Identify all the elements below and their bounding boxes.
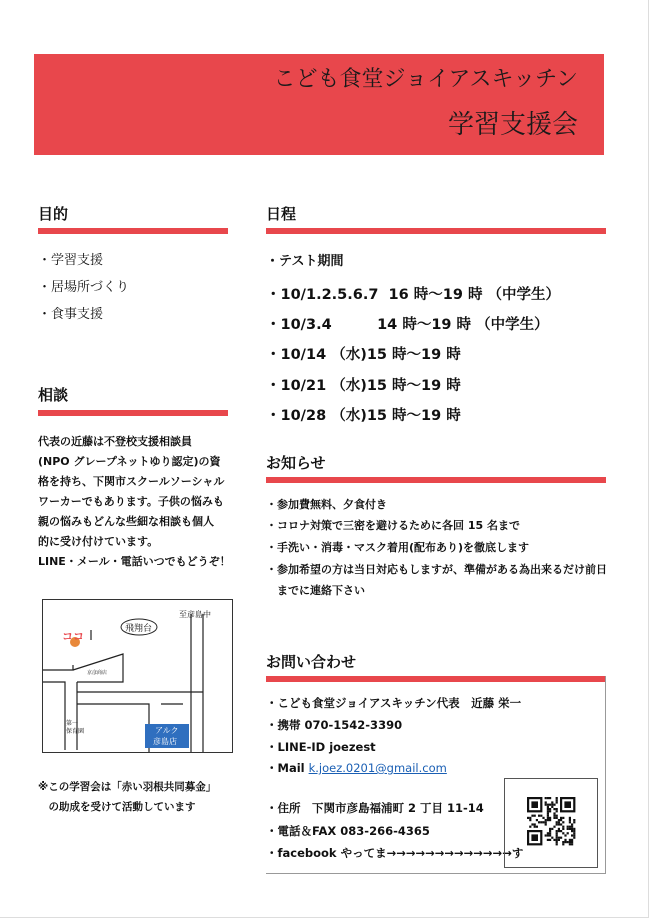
qr-finder [560, 797, 575, 812]
qr-module [556, 834, 558, 836]
qr-module [545, 834, 547, 836]
qr-module [529, 826, 531, 828]
contact-heading: お問い合わせ [266, 653, 357, 671]
schedule-heading: 日程 [266, 205, 297, 223]
qr-module [547, 817, 549, 819]
qr-module [531, 823, 533, 825]
qr-module [562, 832, 564, 834]
qr-module [562, 828, 564, 830]
qr-module [556, 797, 558, 799]
consult-line: LINE・メール・電話いつでもどうぞ！ [38, 555, 231, 568]
contact-tel-fax: ・電話＆FAX 083-266-4365 [266, 824, 430, 838]
qr-module [556, 841, 558, 843]
mail-link[interactable]: k.joez.0201@gmail.com [308, 761, 447, 775]
qr-module [573, 834, 575, 836]
qr-module [562, 821, 564, 823]
qr-module [553, 839, 555, 841]
map-shop-label: 京彦商店 [87, 670, 108, 676]
header-title: こども食堂ジョイアスキッチン [273, 67, 578, 92]
qr-module [553, 804, 555, 806]
qr-module [564, 841, 566, 843]
qr-module [556, 830, 558, 832]
qr-module [556, 837, 558, 839]
schedule-divider [266, 228, 606, 234]
qr-code[interactable] [504, 778, 598, 868]
qr-module [571, 823, 573, 825]
qr-module [560, 837, 562, 839]
qr-module [562, 817, 564, 819]
qr-module [549, 797, 551, 799]
qr-module [551, 804, 553, 806]
qr-module [545, 823, 547, 825]
qr-module [538, 815, 540, 817]
qr-module [560, 830, 562, 832]
qr-finder [527, 830, 542, 845]
map-koko-label: ココ [62, 630, 84, 643]
contact-line-id: ・LINE-ID joezest [266, 740, 376, 754]
qr-module [573, 828, 575, 830]
contact-facebook: ・facebook やってま→→→→→→→→→→→→→す [266, 846, 524, 860]
qr-module [540, 821, 542, 823]
consult-heading: 相談 [38, 386, 69, 404]
qr-module [558, 819, 560, 821]
qr-module [531, 815, 533, 817]
qr-module [556, 801, 558, 803]
qr-module [556, 810, 558, 812]
qr-module [558, 837, 560, 839]
qr-module [556, 815, 558, 817]
consult-paragraph [38, 432, 238, 572]
qr-module [553, 815, 555, 817]
qr-module [562, 841, 564, 843]
qr-module [564, 834, 566, 836]
qr-module [573, 837, 575, 839]
qr-module [573, 832, 575, 834]
schedule-item: ・10/28 （水)15 時〜19 時 [266, 408, 461, 424]
qr-finder [527, 797, 542, 812]
qr-module [567, 841, 569, 843]
qr-module [549, 804, 551, 806]
qr-module [534, 823, 536, 825]
qr-module [547, 804, 549, 806]
qr-module [556, 823, 558, 825]
consult-line: 格を持ち、下関市スクールソーシャル [38, 475, 225, 488]
mail-label: ・Mail [266, 761, 309, 775]
qr-module [556, 817, 558, 819]
purpose-divider [38, 228, 228, 234]
schedule-item: ・10/3.4 14 時〜19 時 （中学生） [266, 317, 549, 333]
qr-module [556, 843, 558, 845]
qr-module [571, 839, 573, 841]
header-subtitle: 学習支援会 [447, 110, 578, 140]
qr-module [540, 815, 542, 817]
qr-module [549, 832, 551, 834]
qr-module [551, 837, 553, 839]
qr-module [549, 808, 551, 810]
qr-module [547, 819, 549, 821]
qr-module [560, 823, 562, 825]
purpose-item: ・食事支援 [38, 307, 104, 322]
map-road [43, 682, 65, 750]
qr-module [571, 834, 573, 836]
qr-code-image [505, 779, 597, 867]
qr-module [560, 817, 562, 819]
note-line: ※この学習会は「赤い羽根共同募金」 [38, 781, 217, 793]
qr-module [545, 819, 547, 821]
qr-module [556, 821, 558, 823]
qr-module [547, 839, 549, 841]
qr-module [556, 808, 558, 810]
purpose-heading: 目的 [38, 205, 69, 223]
qr-module [573, 819, 575, 821]
qr-module [562, 843, 564, 845]
qr-module [567, 828, 569, 830]
qr-module [547, 797, 549, 799]
qr-module [567, 832, 569, 834]
qr-module [527, 817, 529, 819]
qr-module [534, 826, 536, 828]
qr-module [553, 817, 555, 819]
qr-module [569, 839, 571, 841]
qr-module [551, 806, 553, 808]
qr-module [549, 819, 551, 821]
qr-module [549, 834, 551, 836]
contact-mobile: ・携帯 070-1542-3390 [266, 718, 403, 732]
map-to-hikoshima-label: 至彦島中 [179, 610, 211, 619]
qr-module [534, 815, 536, 817]
qr-module [553, 812, 555, 814]
notice-heading: お知らせ [266, 454, 326, 472]
qr-module [547, 815, 549, 817]
qr-module [547, 806, 549, 808]
qr-module [529, 817, 531, 819]
schedule-item: ・10/14 （水)15 時〜19 時 [266, 347, 461, 363]
qr-module [558, 823, 560, 825]
consult-line: 親の悩みもどんな些細な相談も個人 [38, 515, 214, 528]
contact-address: ・住所 下関市彦島福浦町 2 丁目 11-14 [266, 801, 484, 815]
map-road [73, 654, 123, 682]
qr-module [560, 819, 562, 821]
schedule-item: ・10/1.2.5.6.7 16 時〜19 時 （中学生） [266, 287, 561, 303]
map-hishodai-label: 飛翔台 [125, 624, 153, 634]
qr-module [564, 839, 566, 841]
qr-module [571, 841, 573, 843]
qr-module [545, 797, 547, 799]
notice-item: ・参加希望の方は当日対応もしますが、準備がある為出来るだけ前日 [266, 563, 607, 576]
map-nursery-label: 第一 保育園 [66, 720, 85, 735]
qr-module [545, 821, 547, 823]
qr-module [569, 841, 571, 843]
funding-note [38, 777, 248, 817]
schedule-item: ・10/21 （水)15 時〜19 時 [266, 378, 461, 394]
qr-module [549, 828, 551, 830]
qr-module [569, 843, 571, 845]
qr-module [547, 834, 549, 836]
qr-module [556, 799, 558, 801]
qr-module [549, 810, 551, 812]
consult-line: 的に受け付けています。 [38, 535, 159, 548]
consult-line: ワーカーでもあります。子供の悩みも [38, 495, 224, 508]
qr-module [571, 830, 573, 832]
contact-representative: ・こども食堂ジョイアスキッチン代表 近藤 栄一 [266, 696, 522, 710]
consult-line: (NPO グレープネットゆり認定)の資 [38, 455, 221, 468]
qr-module [571, 828, 573, 830]
qr-module [562, 826, 564, 828]
qr-module [571, 843, 573, 845]
qr-module [569, 819, 571, 821]
notice-divider [266, 477, 606, 483]
notice-item: までに連絡下さい [266, 584, 365, 597]
qr-module [551, 828, 553, 830]
qr-module [558, 830, 560, 832]
qr-module [569, 821, 571, 823]
qr-module [549, 830, 551, 832]
purpose-item: ・居場所づくり [38, 280, 130, 295]
qr-module [549, 817, 551, 819]
qr-module [553, 826, 555, 828]
qr-module [547, 832, 549, 834]
map-aruku-label: アルク [155, 726, 179, 735]
map-road [43, 665, 73, 670]
qr-module [573, 830, 575, 832]
qr-module [547, 808, 549, 810]
purpose-item: ・学習支援 [38, 253, 104, 268]
qr-module [542, 821, 544, 823]
consult-line: 代表の近藤は不登校支援相談員 [38, 435, 192, 448]
qr-module [556, 839, 558, 841]
qr-module [551, 801, 553, 803]
qr-module [547, 812, 549, 814]
qr-module [545, 804, 547, 806]
qr-module [569, 828, 571, 830]
qr-module [569, 826, 571, 828]
notice-item: ・参加費無料、夕食付き [266, 498, 387, 511]
qr-module [571, 826, 573, 828]
qr-module [558, 839, 560, 841]
qr-module [542, 817, 544, 819]
qr-module [573, 821, 575, 823]
qr-module [569, 817, 571, 819]
qr-module [547, 810, 549, 812]
qr-module [553, 808, 555, 810]
notice-item: ・コロナ対策で三密を避けるために各回 15 名まで [266, 519, 520, 532]
qr-module [529, 819, 531, 821]
access-map [42, 599, 233, 753]
map-aruku-branch-label: 彦島店 [153, 737, 177, 746]
note-line: の助成を受けて活動しています [38, 801, 196, 813]
qr-module [538, 821, 540, 823]
consult-divider [38, 410, 228, 416]
qr-module [549, 839, 551, 841]
qr-module [558, 821, 560, 823]
qr-module [558, 828, 560, 830]
qr-module [536, 819, 538, 821]
schedule-item: ・テスト期間 [266, 254, 344, 269]
notice-item: ・手洗い・消毒・マスク着用(配布あり)を徹底します [266, 541, 530, 554]
qr-module [545, 801, 547, 803]
qr-module [567, 826, 569, 828]
header-banner [34, 54, 604, 155]
qr-module [556, 832, 558, 834]
qr-module [536, 826, 538, 828]
